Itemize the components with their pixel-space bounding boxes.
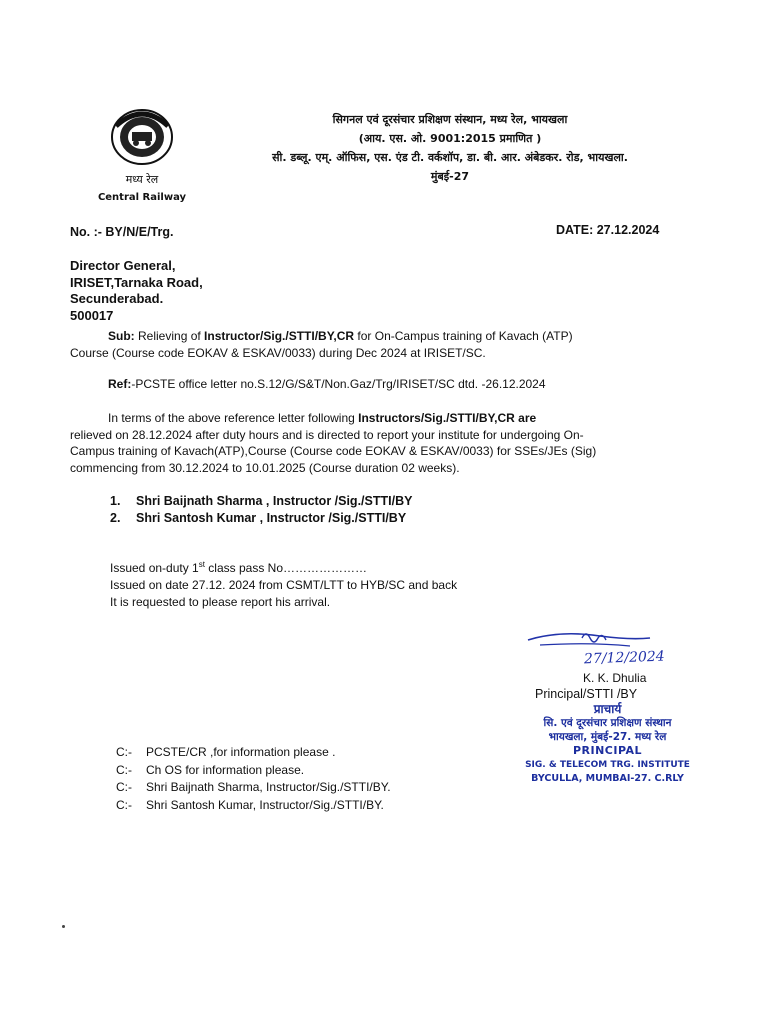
list-text: Shri Baijnath Sharma , Instructor /Sig./STTI/BY [136, 494, 413, 508]
stamp-line: PRINCIPAL [572, 744, 643, 757]
railway-emblem-icon [110, 108, 174, 166]
subject-block [70, 328, 690, 362]
header-line-4: मुंबई-27 [430, 170, 470, 183]
body-line: Campus training of Kavach(ATP),Course (Course code EOKAV & ESKAV/0033) for SSEs/JEs (Sig) [70, 444, 597, 458]
issued-line-2: Issued on date 27.12. 2024 from CSMT/LTT to HYB/SC and back [110, 578, 458, 592]
cc-prefix: C:- [116, 745, 132, 759]
subject-label: Sub: [108, 329, 135, 343]
list-text: Shri Santosh Kumar , Instructor /Sig./STTI/BY [136, 511, 407, 525]
handwritten-date: 27/12/2024 [583, 648, 665, 668]
central-railway-logo [92, 108, 192, 203]
stamp-line: सि. एवं दूरसंचार प्रशिक्षण संस्थान [543, 717, 672, 729]
copy-to-list [116, 744, 391, 814]
reference-line [108, 377, 546, 391]
issued-superscript: st [198, 560, 205, 569]
logo-hindi-text: मध्य रेल [125, 173, 159, 186]
cc-item [116, 762, 391, 780]
address-line: IRISET,Tarnaka Road, [70, 274, 203, 290]
instructor-list [110, 493, 412, 527]
subject-line-2: Course (Course code EOKAV & ESKAV/0033) during Dec 2024 at IRISET/SC. [70, 346, 486, 360]
subject-bold: Instructor/Sig./STTI/BY,CR [204, 329, 355, 343]
cc-item [116, 744, 391, 762]
body-line: commencing from 30.12.2024 to 10.01.2025 (Course duration 02 weeks). [70, 460, 460, 475]
list-number: 2. [110, 511, 121, 525]
cc-item [116, 779, 391, 797]
list-item [110, 510, 412, 527]
stamp-line: SIG. & TELECOM TRG. INSTITUTE [525, 760, 690, 770]
official-stamp [505, 702, 710, 786]
cc-prefix: C:- [116, 762, 132, 777]
letter-number: No. :- BY/N/E/Trg. [70, 225, 174, 239]
reference-text: -PCSTE office letter no.S.12/G/S&T/Non.Gaz/Trg/IRISET/SC dtd. -26.12.2024 [131, 377, 546, 391]
list-item [110, 493, 412, 510]
body-paragraph [70, 410, 710, 476]
reference-label: Ref: [108, 377, 132, 391]
body-line: relieved on 28.12.2024 after duty hours and is directed to report your institute for undergoing On- [70, 427, 584, 442]
cc-item [116, 797, 391, 815]
list-number: 1. [110, 494, 121, 508]
cc-prefix: C:- [116, 780, 132, 794]
issued-line-1 [110, 556, 457, 577]
signatory-designation: Principal/STTI /BY [535, 687, 638, 701]
stray-mark [62, 925, 65, 928]
issued-line-3: It is requested to please report his arrival. [110, 595, 331, 609]
signatory-name: K. K. Dhulia [583, 671, 647, 685]
cc-text: Ch OS for information please. [146, 762, 305, 777]
stamp-line: BYCULLA, MUMBAI-27. C.RLY [531, 773, 684, 784]
recipient-address [70, 258, 203, 324]
logo-english-text: Central Railway [97, 192, 187, 203]
header-line-3: सी. डब्लू. एम्. ऑफिस, एस. एंड टी. वर्कशॉप, डा. बी. आर. अंबेडकर. रोड, भायखला. [272, 151, 628, 164]
subject-text: for On-Campus training of Kavach (ATP) [354, 329, 573, 343]
issued-text: Issued on-duty 1 [110, 561, 199, 575]
stamp-line: भायखला, मुंबई-27. मध्य रेल [548, 731, 667, 743]
cc-prefix: C:- [116, 797, 132, 812]
institute-header [200, 110, 700, 186]
cc-text: Shri Santosh Kumar, Instructor/Sig./STTI/BY. [146, 797, 384, 812]
body-text: In terms of the above reference letter following [108, 411, 359, 425]
address-line: Secunderabad. [70, 291, 164, 306]
cc-text: Shri Baijnath Sharma, Instructor/Sig./STTI/BY. [146, 780, 391, 794]
issued-block [110, 556, 457, 611]
address-line: Director General, [70, 258, 176, 273]
cc-text: PCSTE/CR ,for information please . [146, 745, 336, 759]
header-line-2: (आय. एस. ओ. 9001:2015 प्रमाणित ) [358, 132, 542, 145]
issued-text: class pass No………………… [204, 561, 367, 575]
header-line-1: सिगनल एवं दूरसंचार प्रशिक्षण संस्थान, मध्य रेल, भायखला [332, 113, 568, 126]
body-bold: Instructors/Sig./STTI/BY,CR are [358, 411, 537, 425]
stamp-line: प्राचार्य [593, 702, 622, 716]
letter-date: DATE: 27.12.2024 [556, 223, 660, 237]
address-line: 500017 [70, 307, 114, 323]
subject-text: Relieving of [134, 329, 205, 343]
